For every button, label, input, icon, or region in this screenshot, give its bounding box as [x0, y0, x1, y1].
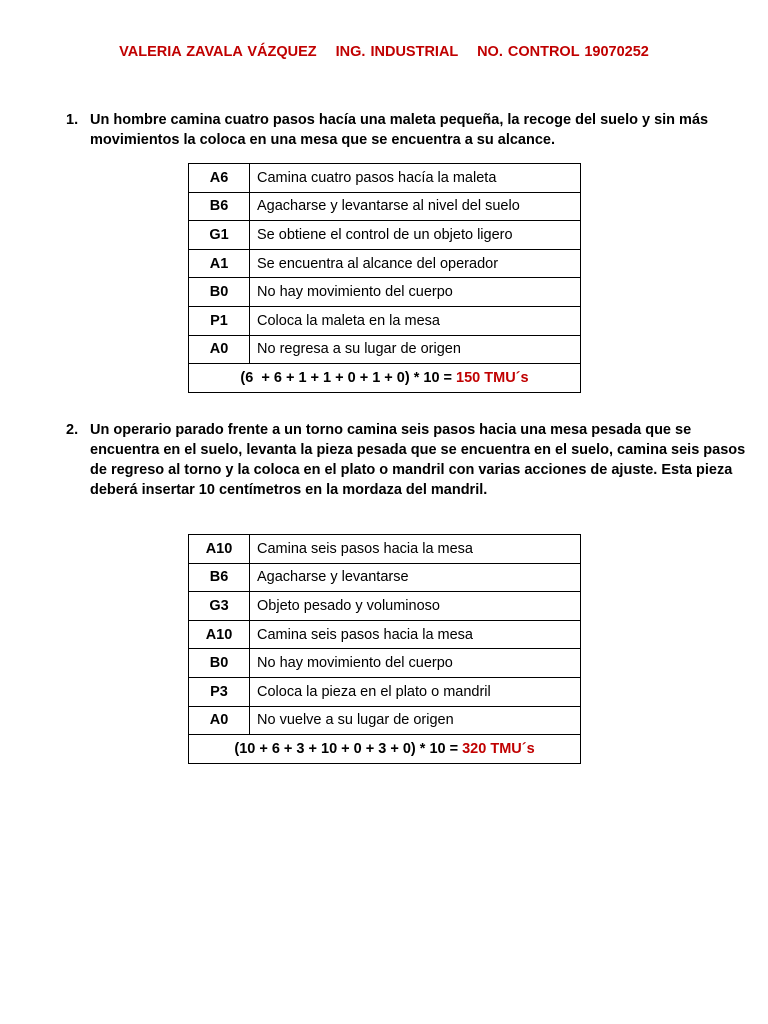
motion-description: No hay movimiento del cuerpo [250, 649, 581, 678]
motion-code: A6 [189, 164, 250, 193]
motion-description: No hay movimiento del cuerpo [250, 278, 581, 307]
total-cell [189, 735, 581, 764]
table-row [189, 706, 581, 735]
motion-description: Camina seis pasos hacia la mesa [250, 620, 581, 649]
total-result: 150 TMU´s [456, 369, 529, 386]
total-row [189, 364, 581, 393]
motion-code: A10 [189, 535, 250, 564]
problem-statement: Un hombre camina cuatro pasos hacía una maleta pequeña, la recoge del suelo y sin más movimientos la coloca en una mesa que se encuentra a su alcance. [90, 112, 709, 148]
total-formula: (10 + 6 + 3 + 10 + 0 + 3 + 0) * 10 = [234, 740, 463, 757]
motion-description: Camina cuatro pasos hacía la maleta [250, 164, 581, 193]
motion-description: Agacharse y levantarse [250, 563, 581, 592]
table-row [189, 249, 581, 278]
motion-code: A1 [189, 249, 250, 278]
problem-1 [66, 110, 756, 150]
motion-description: Coloca la maleta en la mesa [250, 306, 581, 335]
motion-code: B0 [189, 278, 250, 307]
motion-description: No vuelve a su lugar de origen [250, 706, 581, 735]
motion-description: Coloca la pieza en el plato o mandril [250, 677, 581, 706]
student-name: VALERIA ZAVALA VÁZQUEZ [119, 44, 317, 60]
table-row [189, 649, 581, 678]
motion-description: Camina seis pasos hacia la mesa [250, 535, 581, 564]
mtm-table-1 [188, 163, 581, 393]
document-header [0, 44, 768, 60]
motion-code: P1 [189, 306, 250, 335]
problem-number: 1. [66, 112, 79, 128]
total-cell [189, 364, 581, 393]
motion-description: Se obtiene el control de un objeto ligero [250, 221, 581, 250]
motion-description: Se encuentra al alcance del operador [250, 249, 581, 278]
table-row [189, 192, 581, 221]
total-formula: (6 + 6 + 1 + 1 + 0 + 1 + 0) * 10 = [240, 369, 457, 386]
table-row [189, 221, 581, 250]
motion-code: B6 [189, 563, 250, 592]
table-row [189, 535, 581, 564]
table-row [189, 677, 581, 706]
motion-code: B0 [189, 649, 250, 678]
problem-number: 2. [66, 422, 79, 438]
table-row [189, 335, 581, 364]
table-row [189, 164, 581, 193]
student-career: ING. INDUSTRIAL [335, 44, 459, 60]
total-row [189, 735, 581, 764]
table-row [189, 278, 581, 307]
motion-description: Objeto pesado y voluminoso [250, 592, 581, 621]
motion-code: A0 [189, 335, 250, 364]
motion-description: No regresa a su lugar de origen [250, 335, 581, 364]
motion-code: A10 [189, 620, 250, 649]
table-row [189, 306, 581, 335]
motion-code: G3 [189, 592, 250, 621]
motion-code: A0 [189, 706, 250, 735]
mtm-table-2 [188, 534, 581, 764]
problem-2 [66, 420, 756, 500]
total-result: 320 TMU´s [462, 740, 535, 757]
student-control-number: NO. CONTROL 19070252 [477, 44, 649, 60]
table-row [189, 620, 581, 649]
table-row [189, 592, 581, 621]
problem-statement: Un operario parado frente a un torno camina seis pasos hacia una mesa pesada que se encuentra en el suelo, levanta la pieza pesada que se encuentra en el suelo, camina seis pasos de regreso al torno y la coloca en el plato o mandril con varias acciones de ajuste. Esta pieza deberá insertar 10 centímetros en la mordaza del mandril. [90, 422, 746, 498]
motion-code: G1 [189, 221, 250, 250]
motion-description: Agacharse y levantarse al nivel del suelo [250, 192, 581, 221]
motion-code: P3 [189, 677, 250, 706]
motion-code: B6 [189, 192, 250, 221]
table-row [189, 563, 581, 592]
